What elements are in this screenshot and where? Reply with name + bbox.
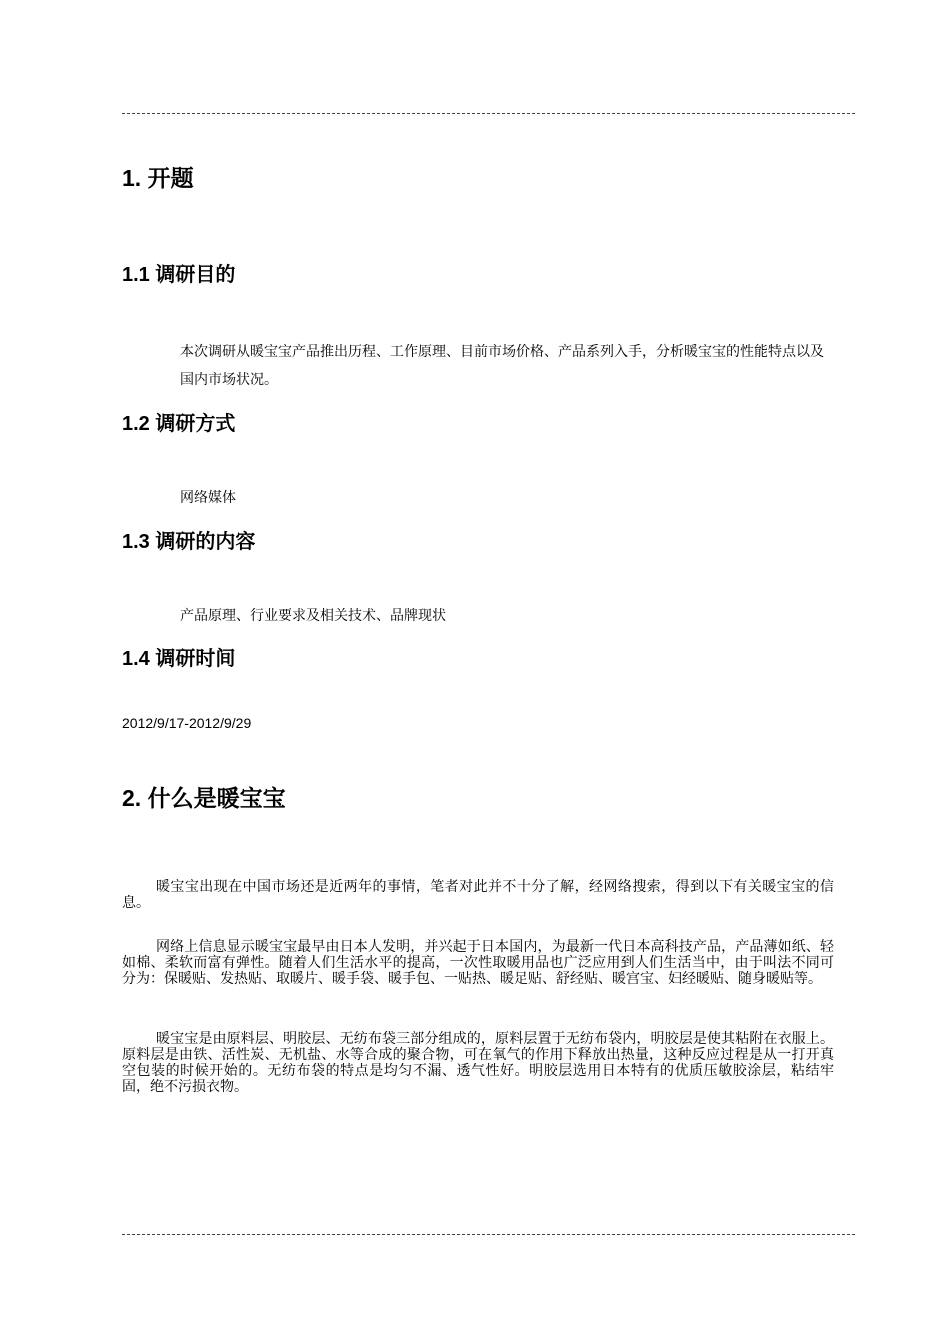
research-content-text: 产品原理、行业要求及相关技术、品牌现状 (180, 608, 446, 624)
body-paragraph: 网络上信息显示暖宝宝最早由日本人发明，并兴起于日本国内，为最新一代日本高科技产品，产品薄如纸、轻如棉、柔软而富有弹性。随着人们生活水平的提高，一次性取暖用品也广泛应用到人们生活当中，由于叫法不同可分为：保暖贴、发热贴、取暖片、暖手袋、暖手包、一贴热、暖足贴、舒经贴、暖宫宝、妇经暖贴、随身暖贴等。 (122, 939, 834, 987)
bottom-dashed-divider (122, 1234, 855, 1235)
heading-section-2: 2. 什么是暖宝宝 (122, 785, 286, 811)
heading-section-1: 1. 开题 (122, 165, 194, 191)
research-purpose-text: 本次调研从暖宝宝产品推出历程、工作原理、目前市场价格、产品系列入手，分析暖宝宝的性能特点以及国内市场状况。 (180, 344, 824, 388)
research-time-text: 2012/9/17-2012/9/29 (122, 715, 252, 731)
body-paragraph: 暖宝宝是由原料层、明胶层、无纺布袋三部分组成的，原料层置于无纺布袋内，明胶层是使其粘附在衣服上。原料层是由铁、活性炭、无机盐、水等合成的聚合物，可在氧气的作用下释放出热量，这种反应过程是从一打开真空包装的时候开始的。无纺布袋的特点是均匀不漏、透气性好。明胶层选用日本特有的优质压敏胶涂层，粘结牢固，绝不污损衣物。 (122, 1031, 834, 1095)
heading-section-1-3: 1.3 调研的内容 (122, 531, 256, 553)
top-dashed-divider (122, 113, 855, 114)
heading-section-1-4: 1.4 调研时间 (122, 648, 236, 670)
body-paragraph: 暖宝宝出现在中国市场还是近两年的事情，笔者对此并不十分了解，经网络搜索，得到以下有关暖宝宝的信息。 (122, 879, 834, 911)
research-method-text: 网络媒体 (180, 490, 236, 506)
heading-section-1-1: 1.1 调研目的 (122, 264, 236, 286)
heading-section-1-2: 1.2 调研方式 (122, 413, 236, 435)
